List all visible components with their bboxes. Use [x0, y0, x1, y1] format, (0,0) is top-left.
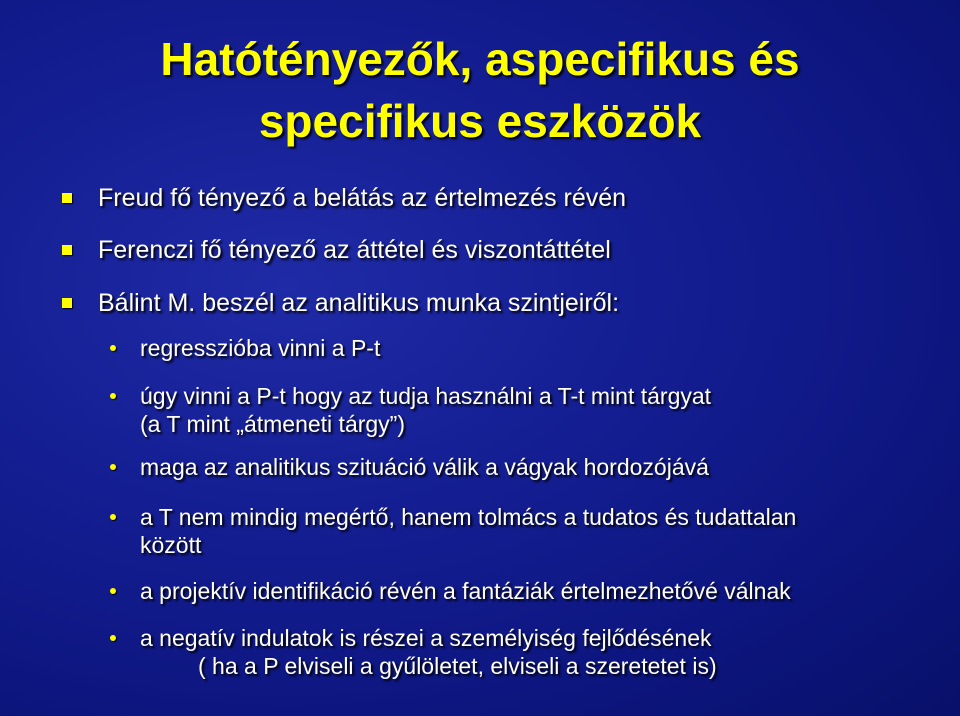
- dot-bullet-icon: [110, 393, 116, 399]
- square-bullet-icon: [62, 298, 72, 308]
- subbullet-text-continued: (a T mint „átmeneti tárgy”): [140, 411, 406, 437]
- subbullet-text: a negatív indulatok is részei a személyiség fejlődésének: [140, 625, 712, 651]
- bullet-text: Ferenczi fő tényező az áttétel és viszontáttétel: [98, 236, 611, 264]
- bullet-item: [98, 235, 611, 265]
- subbullet-text: úgy vinni a P-t hogy az tudja használni a T-t mint tárgyat: [140, 383, 712, 409]
- subbullet-item: [140, 503, 796, 559]
- bullet-text: Bálint M. beszél az analitikus munka szintjeiről:: [98, 289, 620, 317]
- bullet-text: Freud fő tényező a belátás az értelmezés révén: [98, 184, 627, 212]
- subbullet-item: [140, 453, 709, 481]
- subbullet-item: [140, 334, 380, 362]
- subbullet-item: [140, 382, 711, 438]
- slide-title-line-1: Hatótényezők, aspecifikus és: [160, 33, 800, 85]
- slide-title: [0, 28, 960, 152]
- dot-bullet-icon: [110, 464, 116, 470]
- dot-bullet-icon: [110, 635, 116, 641]
- subbullet-text: maga az analitikus szituáció válik a vágyak hordozójává: [140, 454, 709, 480]
- bullet-item: [98, 183, 626, 213]
- subbullet-text-continued: között: [140, 532, 202, 558]
- subbullet-text: regresszióba vinni a P-t: [140, 335, 381, 361]
- slide-title-line-2: specifikus eszközök: [258, 95, 702, 147]
- dot-bullet-icon: [110, 588, 116, 594]
- dot-bullet-icon: [110, 514, 116, 520]
- subbullet-item: [140, 624, 717, 680]
- square-bullet-icon: [62, 193, 72, 203]
- subbullet-text: a projektív identifikáció révén a fantáziák értelmezhetővé válnak: [140, 578, 791, 604]
- subbullet-item: [140, 577, 791, 605]
- subbullet-text-continued: ( ha a P elviseli a gyűlöletet, elviseli a szeretetet is): [198, 653, 717, 679]
- square-bullet-icon: [62, 245, 72, 255]
- subbullet-text: a T nem mindig megértő, hanem tolmács a tudatos és tudattalan: [140, 504, 797, 530]
- dot-bullet-icon: [110, 345, 116, 351]
- bullet-item: [98, 288, 619, 318]
